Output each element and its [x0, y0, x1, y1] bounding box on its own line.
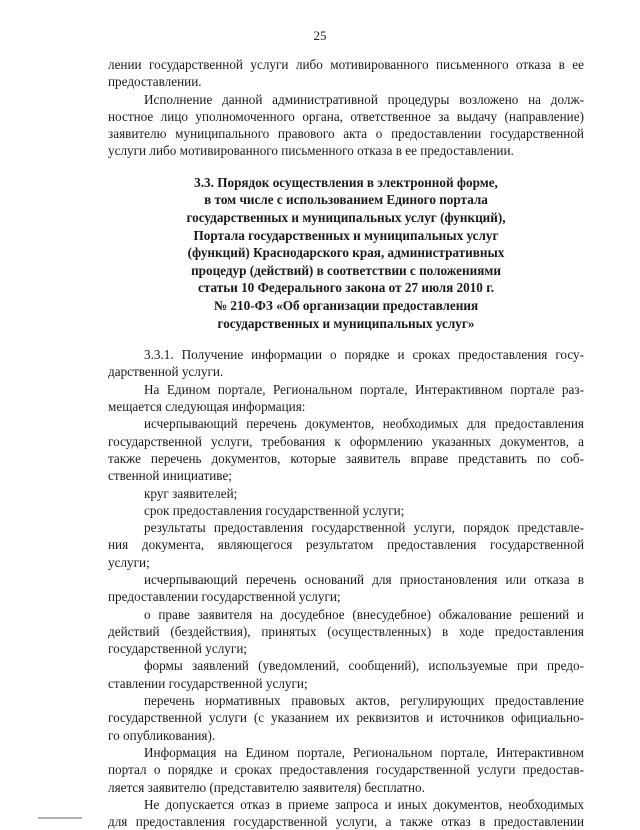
- heading-line: в том числе с использованием Единого портала: [204, 192, 488, 208]
- paragraph: [108, 571, 584, 606]
- heading-line: процедур (действий) в соответствии с положениями: [191, 262, 501, 278]
- text-line: формы заявлений (уведомлений, сообщений), используемые при предо-: [144, 658, 584, 674]
- paragraph: [108, 346, 584, 381]
- scan-artifact: [38, 817, 82, 822]
- text-line: ния документа, являющегося результатом предоставления государственной: [108, 537, 584, 553]
- paragraph: [108, 692, 584, 744]
- heading-line: 3.3. Порядок осуществления в электронной форме,: [194, 174, 498, 190]
- text-line: услуги;: [108, 554, 150, 570]
- text-line: исчерпывающий перечень документов, необходимых для предоставления: [144, 416, 584, 432]
- text-line: го опубликования).: [108, 727, 216, 743]
- text-line: государственной услуги (с указанием их реквизитов и источников официально-: [108, 710, 584, 726]
- text-line: заявителю муниципального правового акта о предоставлении государственной: [108, 126, 584, 142]
- text-line: ственной инициативе;: [108, 468, 232, 484]
- heading-line: государственных и муниципальных услуг (функций),: [186, 209, 506, 225]
- heading-line: (функций) Краснодарского края, административных: [187, 245, 505, 261]
- heading-line: государственных и муниципальных услуг»: [217, 315, 475, 331]
- paragraph: [108, 415, 584, 484]
- paragraph: [108, 91, 584, 160]
- paragraph: [108, 744, 584, 796]
- heading-line: Портала государственных и муниципальных услуг: [193, 227, 499, 243]
- text-line: результаты предоставления государственной услуги, порядок представле-: [144, 520, 584, 536]
- text-line: государственной услуги;: [108, 641, 248, 657]
- text-line: услуги либо мотивированного письменного отказа в ее предоставлении.: [108, 143, 514, 159]
- text-line: о праве заявителя на досудебное (внесудебное) обжалование решений и: [144, 606, 584, 622]
- text-line: исчерпывающий перечень оснований для приостановления или отказа в: [144, 571, 584, 587]
- paragraph: [108, 502, 584, 519]
- paragraph: [108, 519, 584, 571]
- text-line: для предоставления государственной услуги, а также отказ в предоставлении: [108, 814, 584, 830]
- text-line: мещается следующая информация:: [108, 399, 306, 415]
- text-line: круг заявителей;: [144, 485, 238, 501]
- paragraph: [108, 606, 584, 658]
- paragraph: [108, 796, 584, 830]
- text-line: ляется заявителю (представителю заявителя) бесплатно.: [108, 779, 425, 795]
- page-content: [108, 56, 584, 830]
- text-line: срок предоставления государственной услуги;: [144, 502, 405, 518]
- text-line: Информация на Едином портале, Региональном портале, Интерактивном: [144, 744, 584, 760]
- text-line: государственной услуги, требования к оформлению указанных документов, а: [108, 433, 584, 449]
- text-line: ностное лицо уполномоченного органа, ответственное за выдачу (направление): [108, 108, 584, 124]
- text-line: Исполнение данной административной процедуры возложено на долж-: [144, 91, 584, 107]
- page-number: 25: [313, 28, 327, 43]
- text-line: Не допускается отказ в приеме запроса и иных документов, необходимых: [144, 796, 584, 812]
- text-line: также перечень документов, которые заявитель вправе представить по соб-: [108, 450, 584, 466]
- paragraph: [108, 657, 584, 692]
- paragraph: [108, 56, 584, 91]
- text-line: лении государственной услуги либо мотивированного письменного отказа в ее: [108, 57, 584, 72]
- paragraph: [108, 381, 584, 416]
- text-line: портал о порядке и сроках предоставления государственной услуги предостав-: [108, 762, 584, 778]
- paragraph: [108, 485, 584, 502]
- section-heading: [108, 174, 584, 332]
- heading-line: № 210-ФЗ «Об организации предоставления: [213, 297, 479, 313]
- text-line: дарственной услуги.: [108, 364, 224, 380]
- text-line: 3.3.1. Получение информации о порядке и сроках предоставления госу-: [144, 347, 584, 363]
- text-line: предоставлении государственной услуги;: [108, 589, 341, 605]
- text-line: ставлении государственной услуги;: [108, 675, 308, 691]
- heading-line: статьи 10 Федерального закона от 27 июля 2010 г.: [198, 280, 494, 296]
- text-line: На Едином портале, Региональном портале, Интерактивном портале раз-: [144, 381, 584, 397]
- text-line: предоставлении.: [108, 74, 202, 90]
- text-line: действий (бездействия), принятых (осуществленных) в ходе предоставления: [108, 623, 584, 639]
- text-line: перечень нормативных правовых актов, регулирующих предоставление: [144, 693, 584, 709]
